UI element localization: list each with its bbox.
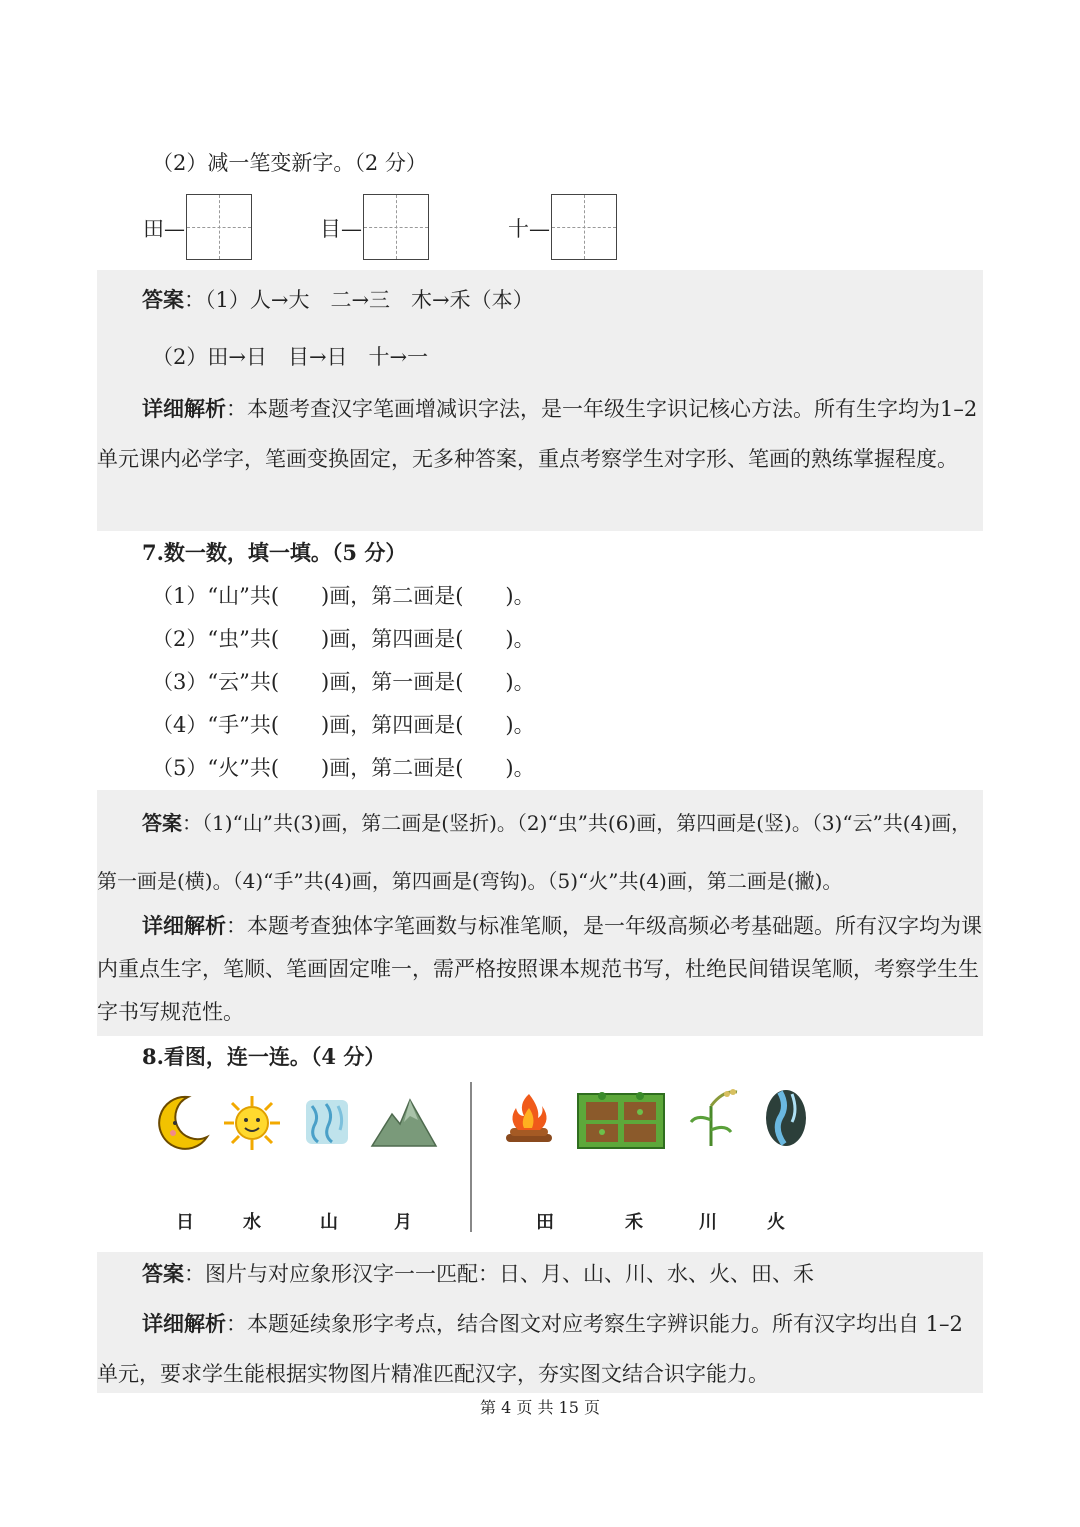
explain-text: ：本题考查汉字笔画增减识字法，是一年级生字识记核心方法。所有生字均为1–2 单元课内必学字，笔画变换固定，无多种答案，重点考察学生对字形、笔画的熟练掌握程度。 — [97, 397, 978, 471]
q6-item-2-char: 目— — [320, 217, 362, 241]
q6-answer-line1 — [142, 285, 534, 315]
q8-left-label-1: 日 — [176, 1212, 194, 1233]
q7-item-2: （2）“虫”共( )画，第四画是( )。 — [152, 627, 535, 651]
q8-right-label-1: 田 — [536, 1212, 554, 1233]
q7-answer — [97, 794, 983, 910]
rice-plant-icon — [687, 1086, 743, 1148]
q7-item-4: （4）“手”共( )画，第四画是( )。 — [152, 713, 535, 737]
q8-left-label-2: 水 — [243, 1212, 261, 1233]
q7-heading: 7.数一数，填一填。（5 分） — [142, 540, 407, 565]
explain-text: ：本题延续象形字考点，结合图文对应考察生字辨识能力。所有汉字均出自 1–2单元，要求学生能根据实物图片精准匹配汉字，夯实图文结合识字能力。 — [97, 1312, 963, 1386]
q8-answer — [142, 1259, 814, 1289]
explain-label: 详细解析 — [142, 396, 226, 421]
explain-label: 详细解析 — [142, 1311, 226, 1336]
answer-text: ：图片与对应象形汉字一一匹配：日、月、山、川、水、火、田、禾 — [184, 1262, 814, 1286]
q8-right-label-2: 禾 — [625, 1212, 643, 1233]
q8-left-label-4: 月 — [394, 1212, 412, 1233]
answer-text: ：（1)“山”共(3)画，第二画是(竖折)。（2)“虫”共(6)画，第四画是(竖)。（3)“云”共(4)画，第一画是(横)。（4)“手”共(4)画，第四画是(弯钩)。（5)“火”共(4)画，第二画是(撇)。 — [97, 811, 972, 893]
q7-item-1: （1）“山”共( )画，第二画是( )。 — [152, 584, 535, 608]
q8-heading: 8.看图，连一连。（4 分） — [142, 1044, 386, 1069]
q8-right-label-3: 川 — [699, 1212, 717, 1233]
q8-divider — [470, 1082, 472, 1232]
mountain-icon — [370, 1096, 438, 1148]
q6-part2-heading: （2）减一笔变新字。（2 分） — [152, 151, 427, 175]
answer-label: 答案 — [142, 811, 182, 835]
q6-answer-line2: （2）田→日 目→日 十→一 — [152, 345, 429, 369]
field-icon — [576, 1088, 666, 1150]
explain-text: ：本题考查独体字笔画数与标准笔顺，是一年级高频必考基础题。所有汉字均为课内重点生字，笔顺、笔画固定唯一，需严格按照课本规范书写，杜绝民间错误笔顺，考察学生生字书写规范性。 — [97, 914, 982, 1024]
q6-item-1-char: 田— — [143, 217, 185, 241]
answer-label: 答案 — [142, 287, 184, 312]
fire-icon — [500, 1090, 558, 1148]
answer-text: ：（1）人→大 二→三 木→禾（本） — [184, 288, 534, 312]
sun-icon — [222, 1094, 282, 1152]
q7-item-5: （5）“火”共( )画，第二画是( )。 — [152, 756, 535, 780]
explain-label: 详细解析 — [142, 913, 226, 938]
page-number-footer: 第 4 页 共 15 页 — [480, 1398, 600, 1417]
q6-item-3-char: 十— — [508, 217, 550, 241]
answer-label: 答案 — [142, 1261, 184, 1286]
q7-explanation — [97, 904, 983, 1034]
q8-left-label-3: 山 — [320, 1212, 338, 1233]
q7-item-3: （3）“云”共( )画，第一画是( )。 — [152, 670, 535, 694]
q6-explanation — [97, 384, 983, 484]
water-icon — [302, 1096, 352, 1148]
moon-icon — [153, 1093, 211, 1151]
tianzige-box-2[interactable] — [363, 194, 429, 260]
river-icon — [762, 1086, 810, 1150]
q8-right-label-4: 火 — [767, 1212, 785, 1233]
tianzige-box-1[interactable] — [186, 194, 252, 260]
tianzige-box-3[interactable] — [551, 194, 617, 260]
q8-explanation — [97, 1299, 983, 1399]
